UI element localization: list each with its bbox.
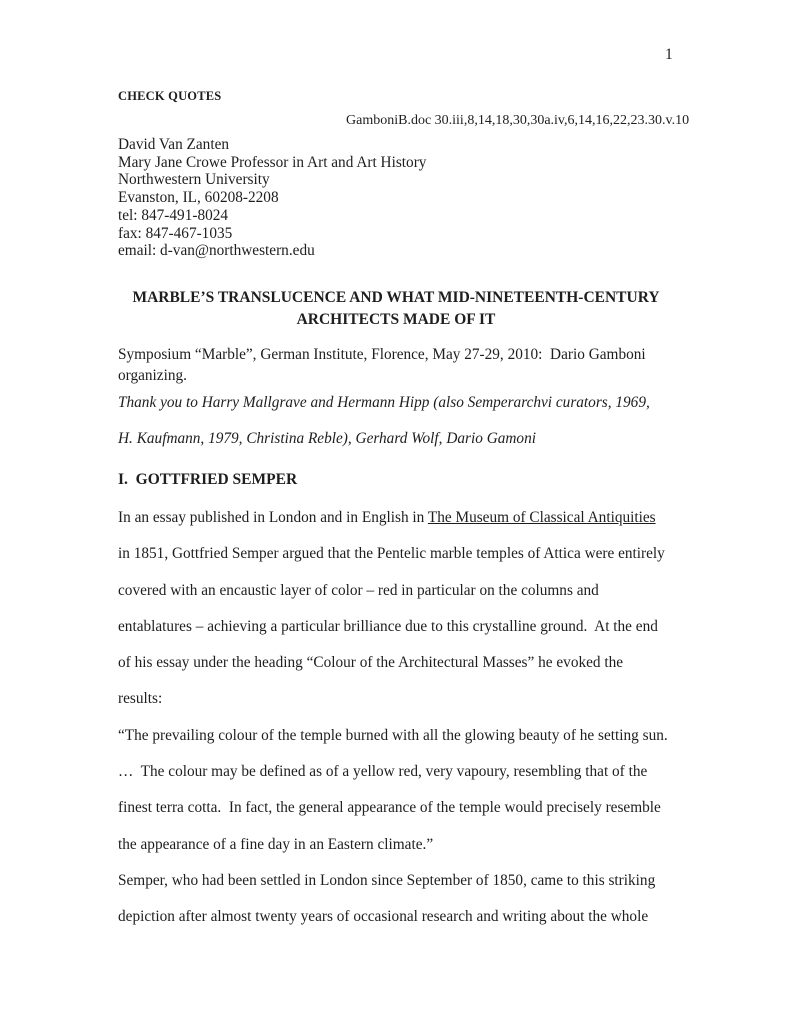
text-line: H. Kaufmann, 1979, Christina Reble), Gerhard Wolf, Dario Gamoni <box>118 430 536 448</box>
text-line: depiction after almost twenty years of occasional research and writing about the whole <box>118 908 649 926</box>
text-line: the appearance of a fine day in an Eastern climate.” <box>118 835 434 853</box>
document-title <box>118 287 674 330</box>
text-line: finest terra cotta. In fact, the general appearance of the temple would precisely resemble <box>118 799 661 817</box>
acknowledgement-text <box>118 385 650 458</box>
paragraph-1-rest <box>118 536 668 717</box>
text-line: entablatures – achieving a particular brilliance due to this crystalline ground. At the end <box>118 617 658 635</box>
text-line: tel: 847-491-8024 <box>118 206 229 224</box>
underlined-journal-title: The Museum of Classical Antiquities <box>427 509 656 526</box>
text-line: Mary Jane Crowe Professor in Art and Art History <box>118 153 427 171</box>
text-line: David Van Zanten <box>118 136 230 153</box>
text-line: organizing. <box>118 366 187 384</box>
text-line: “The prevailing colour of the temple burned with all the glowing beauty of he setting sun. <box>118 726 668 744</box>
text-line: in 1851, Gottfried Semper argued that the Pentelic marble temples of Attica were entirely <box>118 545 665 563</box>
text-line: Northwestern University <box>118 171 270 189</box>
text-line: Symposium “Marble”, German Institute, Florence, May 27-29, 2010: Dario Gamboni <box>118 346 646 363</box>
text-line: … The colour may be defined as of a yellow red, very vapoury, resembling that of the <box>118 763 648 781</box>
text-line: fax: 847-467-1035 <box>118 224 233 242</box>
text-line: Semper, who had been settled in London since September of 1850, came to this striking <box>118 871 656 889</box>
symposium-note <box>118 345 646 386</box>
body-line-with-underline <box>118 500 668 536</box>
text-line: covered with an encaustic layer of color – red in particular on the columns and <box>118 581 599 599</box>
check-quotes-note: CHECK QUOTES <box>118 89 222 103</box>
title-line-1: MARBLE’S TRANSLUCENCE AND WHAT MID-NINETEENTH-CENTURY <box>132 289 660 306</box>
text-line: of his essay under the heading “Colour of the Architectural Masses” he evoked the <box>118 654 624 672</box>
block-quote <box>118 718 668 863</box>
document-reference: GamboniB.doc 30.iii,8,14,18,30,30a.iv,6,14,16,22,23.30.v.10 <box>346 113 690 128</box>
body-line-pre-text: In an essay published in London and in English in <box>118 509 428 526</box>
text-line: results: <box>118 690 163 708</box>
section-heading: I. GOTTFRIED SEMPER <box>118 471 298 488</box>
page-number: 1 <box>665 46 673 63</box>
body-text <box>118 500 668 936</box>
title-line-2: ARCHITECTS MADE OF IT <box>296 310 496 328</box>
text-line: email: d-van@northwestern.edu <box>118 242 315 260</box>
author-contact-block <box>118 136 426 260</box>
text-line: Evanston, IL, 60208-2208 <box>118 189 279 207</box>
paragraph-2 <box>118 863 668 936</box>
text-line: Thank you to Harry Mallgrave and Hermann Hipp (also Semperarchvi curators, 1969, <box>118 394 650 411</box>
